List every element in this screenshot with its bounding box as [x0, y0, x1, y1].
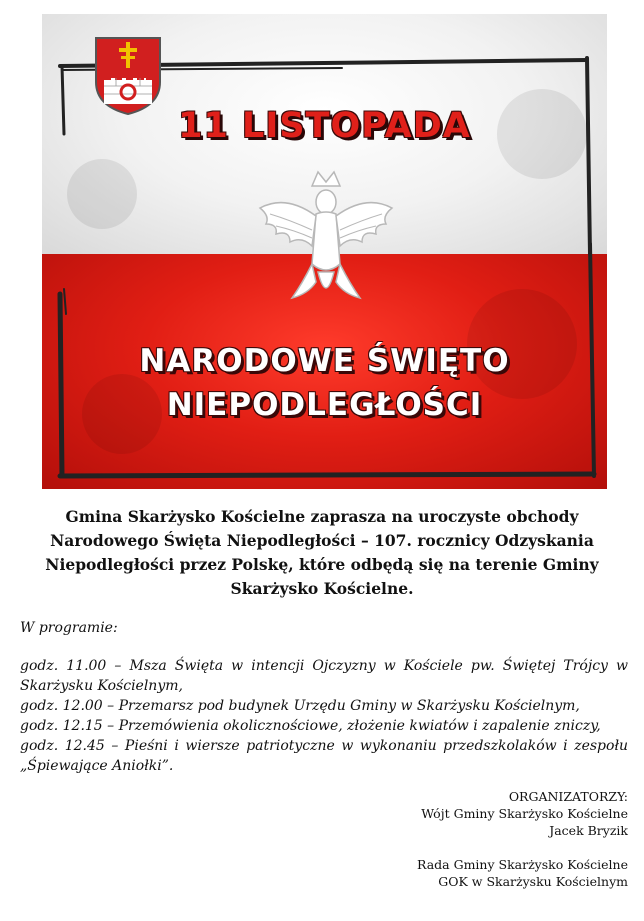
program-item: godz. 11.00 – Msza Święta w intencji Ojczyzny w Kościele pw. Świętej Trójcy w Skarżysku Kościelnym,: [20, 658, 628, 694]
municipality-crest-icon: [92, 34, 164, 116]
organizer-line: Jacek Bryzik: [549, 823, 628, 838]
program-item: godz. 12.15 – Przemówienia okolicznościowe, złożenie kwiatów i zapalenie zniczy,: [20, 718, 601, 734]
program-item: godz. 12.00 – Przemarsz pod budynek Urzędu Gminy w Skarżysku Kościelnym,: [20, 698, 580, 714]
event-title-line-1: NARODOWE ŚWIĘTO: [139, 343, 510, 379]
program-item: godz. 12.45 – Pieśni i wiersze patriotyczne w wykonaniu przedszkolaków i zespołu „Śpiewające Aniołki”.: [20, 738, 628, 774]
event-title-line-2: NIEPODLEGŁOŚCI: [166, 387, 483, 423]
poster-banner: [42, 14, 607, 489]
date-title: 11 LISTOPADA: [178, 106, 471, 146]
program-section: [20, 618, 628, 776]
white-eagle-icon: [246, 164, 406, 324]
organizer-line: GOK w Skarżysku Kościelnym: [438, 874, 628, 889]
organizers-section: [228, 788, 628, 890]
organizers-heading: ORGANIZATORZY:: [508, 789, 628, 804]
invitation-text: Gmina Skarżysko Kościelne zaprasza na uroczyste obchody Narodowego Święta Niepodległości – 107. rocznicy Odzyskania Niepodległości przez Polskę, które odbędą się na terenie Gminy Skarżysko Kościelne.: [45, 507, 599, 598]
organizer-line: Rada Gminy Skarżysko Kościelne: [417, 857, 628, 872]
spacer: [228, 839, 628, 856]
organizer-line: Wójt Gminy Skarżysko Kościelne: [421, 806, 628, 821]
program-heading: W programie:: [20, 620, 118, 636]
event-title: [42, 339, 607, 427]
